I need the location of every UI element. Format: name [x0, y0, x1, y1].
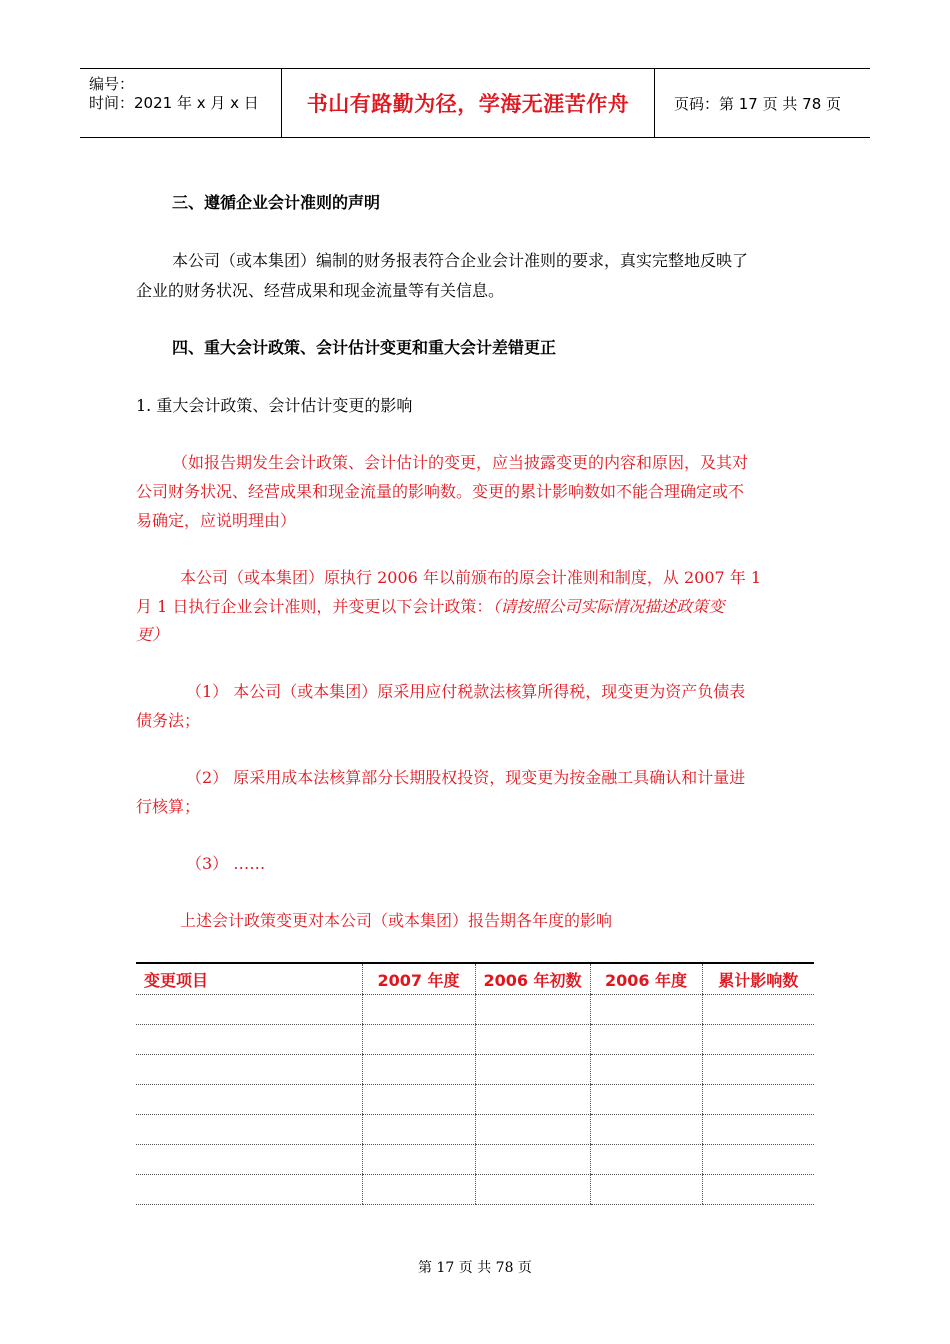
- page-header: [80, 68, 870, 138]
- item2-line1: （2） 原采用成本法核算部分长期股权投资，现变更为按金融工具确认和计量进: [186, 768, 746, 787]
- table-cell: [475, 1115, 590, 1145]
- table-cell: [362, 1145, 475, 1175]
- table-cell: [136, 1025, 362, 1055]
- table-cell: [590, 995, 702, 1025]
- table-cell: [702, 1115, 814, 1145]
- table-cell: [590, 1085, 702, 1115]
- table-cell: [475, 1055, 590, 1085]
- table-cell: [702, 995, 814, 1025]
- note-line2: 公司财务状况、经营成果和现金流量的影响数。变更的累计影响数如不能合理确定或不: [136, 482, 745, 501]
- note-line1: （如报告期发生会计政策、会计估计的变更，应当披露变更的内容和原因，及其对: [172, 453, 749, 472]
- table-cell: [136, 995, 362, 1025]
- policy-paragraph-line3: 更）: [136, 625, 169, 644]
- header-motto: 书山有路勤为径，学海无涯苦作舟: [282, 69, 655, 137]
- page-footer: 第 17 页 共 78 页: [418, 1260, 532, 1276]
- table-header-row: [136, 963, 814, 995]
- item1-line1: （1） 本公司（或本集团）原采用应付税款法核算所得税，现变更为资产负债表: [186, 682, 746, 701]
- table-row: [136, 1025, 814, 1055]
- table-cell: [475, 1025, 590, 1055]
- section3-paragraph-line1: 本公司（或本集团）编制的财务报表符合企业会计准则的要求，真实完整地反映了: [172, 251, 749, 270]
- table-row: [136, 1055, 814, 1085]
- table-cell: [475, 995, 590, 1025]
- column-header-2007: 2007 年度: [362, 963, 475, 995]
- table-cell: [136, 1115, 362, 1145]
- column-header-2006: 2006 年度: [590, 963, 702, 995]
- table-cell: [362, 995, 475, 1025]
- column-header-2006-opening: 2006 年初数: [475, 963, 590, 995]
- policy-paragraph-instruction: （请按照公司实际情况描述政策变: [492, 597, 725, 616]
- policy-paragraph-line2-text: 月 1 日执行企业会计准则，并变更以下会计政策：: [136, 597, 493, 616]
- header-meta-cell: [80, 69, 282, 137]
- note-line3: 易确定，应说明理由）: [136, 511, 297, 530]
- section3-title: 三、遵循企业会计准则的声明: [172, 193, 381, 212]
- policy-paragraph-line2: [136, 592, 724, 622]
- table-cell: [702, 1025, 814, 1055]
- table-cell: [362, 1115, 475, 1145]
- section4-title: 四、重大会计政策、会计估计变更和重大会计差错更正: [172, 338, 557, 357]
- header-page-info-text: 页码：第 17 页 共 78 页: [674, 94, 842, 113]
- table-cell: [362, 1085, 475, 1115]
- policy-change-impact-table: [136, 962, 814, 1205]
- column-header-cumulative: 累计影响数: [702, 963, 814, 995]
- table-row: [136, 1175, 814, 1205]
- table-cell: [136, 1085, 362, 1115]
- table-cell: [475, 1175, 590, 1205]
- table-row: [136, 1145, 814, 1175]
- item3: （3） ……: [186, 854, 266, 873]
- table-cell: [590, 1145, 702, 1175]
- table-cell: [590, 1175, 702, 1205]
- table-cell: [136, 1055, 362, 1085]
- table-cell: [136, 1175, 362, 1205]
- table-cell: [702, 1085, 814, 1115]
- table-cell: [590, 1055, 702, 1085]
- table-cell: [590, 1115, 702, 1145]
- table-row: [136, 1085, 814, 1115]
- policy-paragraph-line1: 本公司（或本集团）原执行 2006 年以前颁布的原会计准则和制度，从 2007 年 1: [180, 568, 762, 587]
- table-cell: [475, 1145, 590, 1175]
- table-cell: [702, 1145, 814, 1175]
- table-cell: [702, 1055, 814, 1085]
- table-cell: [362, 1055, 475, 1085]
- table-intro: 上述会计政策变更对本公司（或本集团）报告期各年度的影响: [180, 911, 613, 930]
- table-cell: [362, 1025, 475, 1055]
- table-cell: [590, 1025, 702, 1055]
- table-cell: [136, 1145, 362, 1175]
- column-header-item: 变更项目: [136, 963, 362, 995]
- table-row: [136, 1115, 814, 1145]
- section4-subheading: 1. 重大会计政策、会计估计变更的影响: [136, 396, 413, 415]
- document-date-label: 时间：2021 年 x 月 x 日: [89, 94, 259, 112]
- header-page-info: [664, 69, 870, 137]
- section3-paragraph-line2: 企业的财务状况、经营成果和现金流量等有关信息。: [136, 281, 505, 300]
- table-cell: [475, 1085, 590, 1115]
- table-cell: [362, 1175, 475, 1205]
- table-row: [136, 995, 814, 1025]
- item1-line2: 债务法；: [136, 711, 201, 730]
- table-cell: [702, 1175, 814, 1205]
- document-number-label: 编号：: [89, 75, 135, 93]
- item2-line2: 行核算；: [136, 797, 201, 816]
